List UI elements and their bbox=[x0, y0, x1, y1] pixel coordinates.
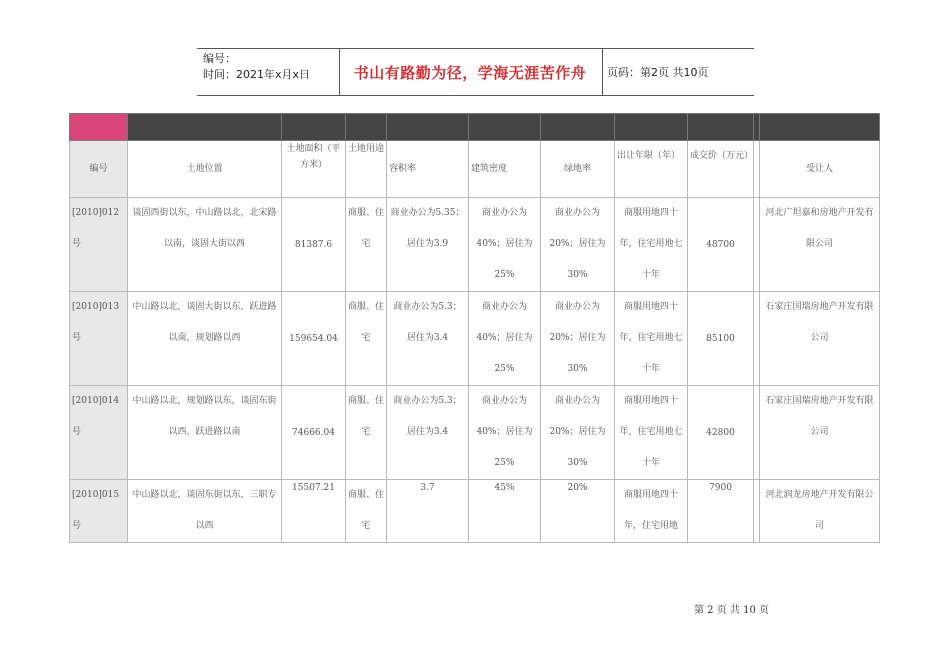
table-row bbox=[70, 480, 880, 543]
row-buyer: 石家庄国瑞房地产开发有限公司 bbox=[760, 292, 880, 386]
col-header-green: 绿地率 bbox=[541, 141, 615, 198]
row-term: 商服用地四十年，住宅用地七十年 bbox=[615, 386, 688, 480]
row-density: 商业办公为40%；居住为25% bbox=[469, 386, 541, 480]
banner-cell bbox=[469, 114, 541, 141]
row-term: 商服用地四十年，住宅用地七十年 bbox=[615, 292, 688, 386]
row-id: [2010]015号 bbox=[70, 480, 128, 543]
row-buyer: 河北广坦嘉和房地产开发有限公司 bbox=[760, 198, 880, 292]
row-price: 48700 bbox=[688, 198, 754, 292]
motto: 书山有路勤为径，学海无涯苦作舟 bbox=[353, 63, 587, 82]
col-header-location: 土地位置 bbox=[128, 141, 282, 198]
row-price: 7900 bbox=[688, 480, 754, 543]
row-use: 商服、住宅 bbox=[346, 198, 387, 292]
banner-cell bbox=[346, 114, 387, 141]
col-header-use: 土地用途 bbox=[346, 141, 387, 198]
col-header-id: 编号 bbox=[70, 141, 128, 198]
page-label: 页码：第2页 共10页 bbox=[607, 66, 709, 79]
page-footer: 第 2 页 共 10 页 bbox=[694, 605, 769, 616]
banner-cell bbox=[688, 114, 754, 141]
banner-cell bbox=[760, 114, 880, 141]
land-transfer-table bbox=[69, 113, 880, 543]
row-id: [2010]014号 bbox=[70, 386, 128, 480]
row-far: 3.7 bbox=[387, 480, 469, 543]
land-table-wrapper bbox=[69, 113, 880, 543]
row-id: [2010]013号 bbox=[70, 292, 128, 386]
row-location: 中山路以北，谈固大街以东，跃进路以南，规划路以西 bbox=[128, 292, 282, 386]
table-row bbox=[70, 386, 880, 480]
row-id: [2010]012号 bbox=[70, 198, 128, 292]
row-green: 商业办公为20%；居住为30% bbox=[541, 198, 615, 292]
row-density: 商业办公为40%；居住为25% bbox=[469, 198, 541, 292]
row-far: 商业办公为5.35；居住为3.9 bbox=[387, 198, 469, 292]
row-location: 谈固西街以东，中山路以北，北宋路以南，谈固大街以西 bbox=[128, 198, 282, 292]
table-row bbox=[70, 198, 880, 292]
row-far: 商业办公为5.3；居住为3.4 bbox=[387, 386, 469, 480]
row-location: 中山路以北，谈固东街以东，三职专以西 bbox=[128, 480, 282, 543]
code-label: 编号： bbox=[203, 52, 236, 65]
row-use: 商服、住宅 bbox=[346, 386, 387, 480]
row-term: 商服用地四十年，住宅用地七十年 bbox=[615, 198, 688, 292]
col-header-far: 容积率 bbox=[387, 141, 469, 198]
col-header-area: 土地面积（平方米） bbox=[282, 141, 346, 198]
row-green: 20% bbox=[541, 480, 615, 543]
page-header bbox=[197, 48, 754, 96]
banner-cell bbox=[615, 114, 688, 141]
banner-cell bbox=[70, 114, 128, 141]
row-use: 商服、住宅 bbox=[346, 480, 387, 543]
row-price: 85100 bbox=[688, 292, 754, 386]
row-term: 商服用地四十年，住宅用地 bbox=[615, 480, 688, 543]
header-meta bbox=[203, 51, 310, 83]
table-row bbox=[70, 292, 880, 386]
row-density: 商业办公为40%；居住为25% bbox=[469, 292, 541, 386]
row-green: 商业办公为20%；居住为30% bbox=[541, 386, 615, 480]
table-header-row bbox=[70, 141, 880, 198]
row-buyer: 河北润龙房地产开发有限公司 bbox=[760, 480, 880, 543]
row-density: 45% bbox=[469, 480, 541, 543]
row-area: 159654.04 bbox=[282, 292, 346, 386]
banner-cell bbox=[128, 114, 282, 141]
row-location: 中山路以北，规划路以东，谈固东街以西，跃进路以南 bbox=[128, 386, 282, 480]
row-area: 81387.6 bbox=[282, 198, 346, 292]
col-header-term: 出让年限（年） bbox=[615, 141, 688, 198]
row-use: 商服、住宅 bbox=[346, 292, 387, 386]
col-header-price: 成交价（万元） bbox=[688, 141, 754, 198]
row-price: 42800 bbox=[688, 386, 754, 480]
table-banner-row bbox=[70, 114, 880, 141]
row-buyer: 石家庄国瑞房地产开发有限公司 bbox=[760, 386, 880, 480]
banner-cell bbox=[387, 114, 469, 141]
row-far: 商业办公为5.3；居住为3.4 bbox=[387, 292, 469, 386]
header-divider bbox=[602, 48, 603, 96]
row-area: 74666.04 bbox=[282, 386, 346, 480]
banner-cell bbox=[282, 114, 346, 141]
row-area: 15507.21 bbox=[282, 480, 346, 543]
time-label: 时间：2021年x月x日 bbox=[203, 68, 311, 81]
col-header-buyer: 受让人 bbox=[760, 141, 880, 198]
banner-cell bbox=[541, 114, 615, 141]
col-header-density: 建筑密度 bbox=[469, 141, 541, 198]
row-green: 商业办公为20%；居住为30% bbox=[541, 292, 615, 386]
